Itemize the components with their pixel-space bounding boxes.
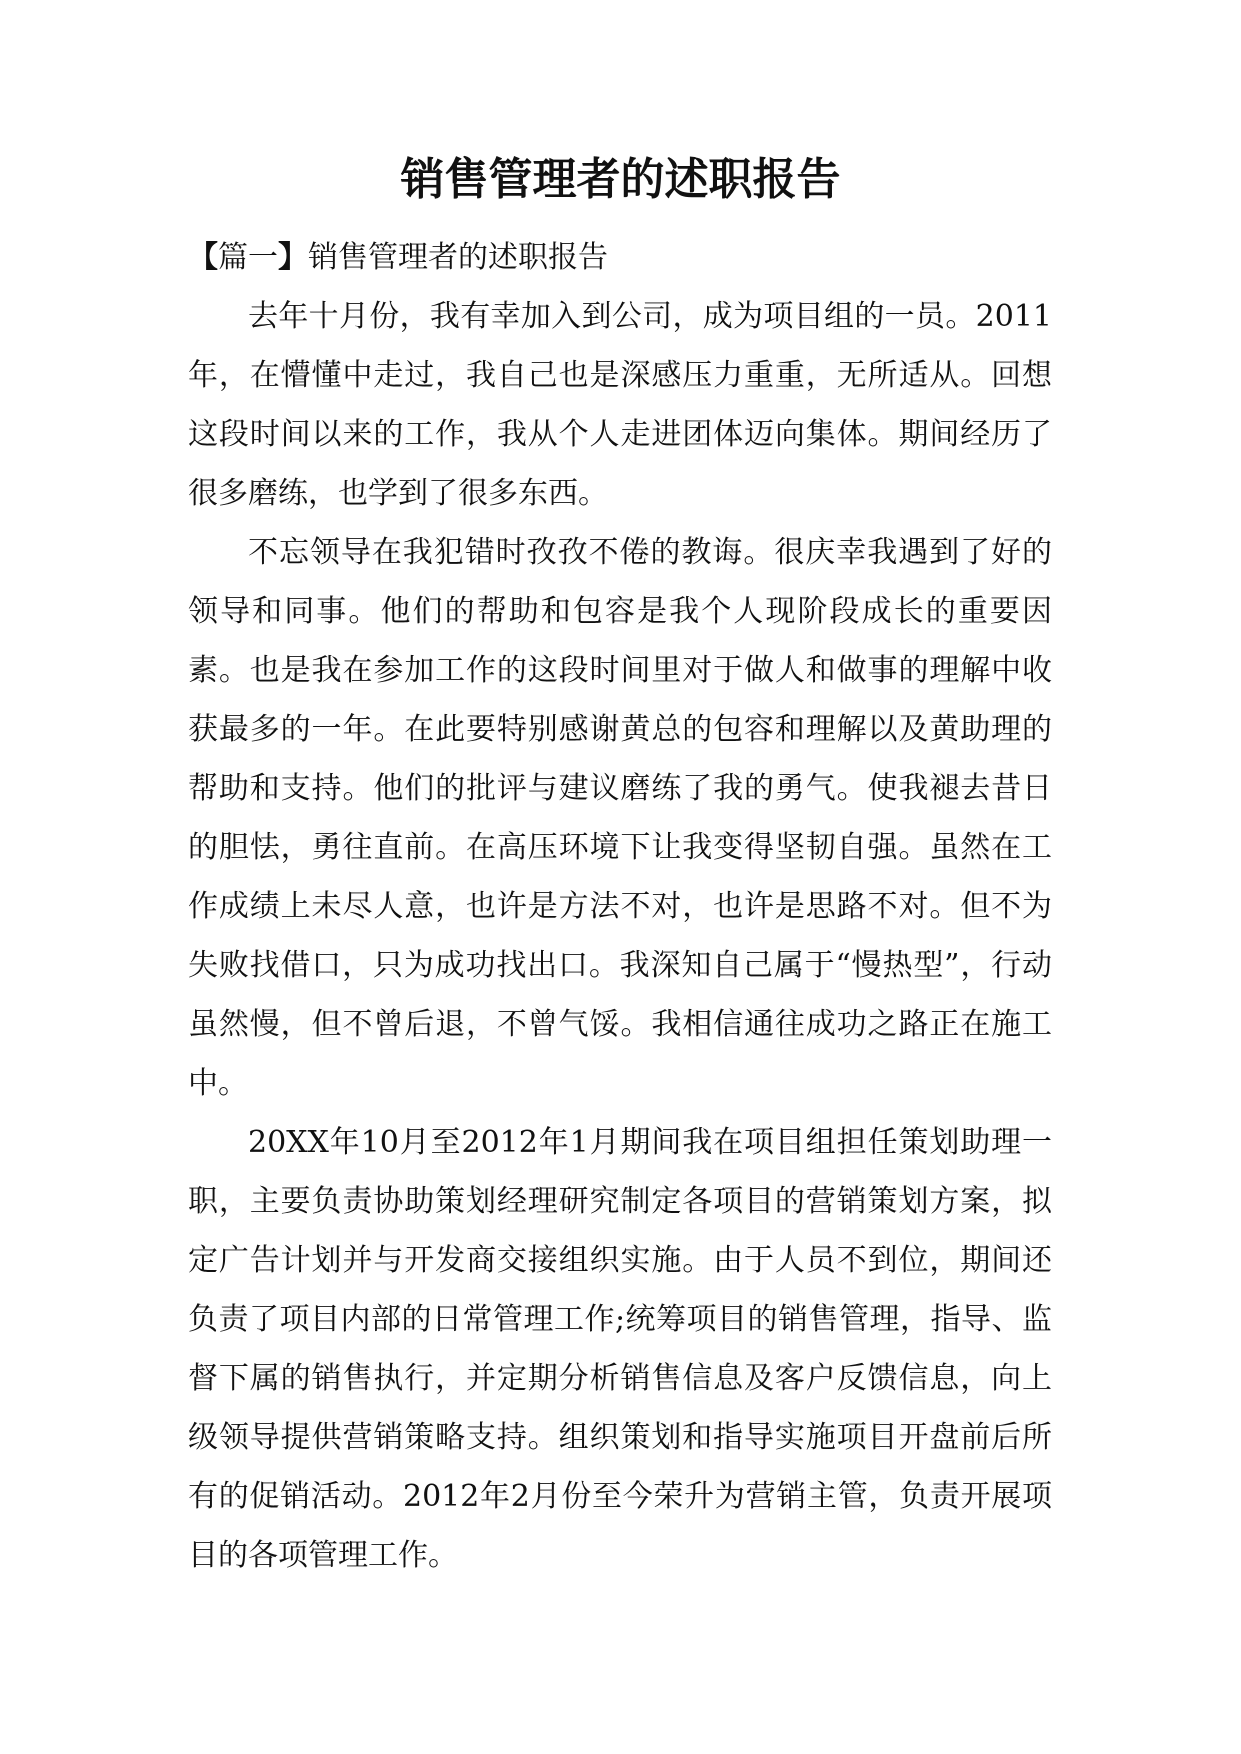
paragraph: 20XX年10月至2012年1月期间我在项目组担任策划助理一职，主要负责协助策划经理研究制定各项目的营销策划方案，拟定广告计划并与开发商交接组织实施。由于人员不到位，期间还负责了项目内部的日常管理工作;统筹项目的销售管理，指导、监督下属的销售执行，并定期分析销售信息及客户反馈信息，向上级领导提供营销策略支持。组织策划和指导实施项目开盘前后所有的促销活动。2012年2月份至今荣升为营销主管，负责开展项目的各项管理工作。 — [188, 1125, 1052, 1573]
section-close-bracket: 】 — [278, 240, 308, 275]
document-title: 销售管理者的述职报告 — [400, 154, 841, 205]
paragraph: 去年十月份，我有幸加入到公司，成为项目组的一员。2011年，在懵懂中走过，我自己也是深感压力重重，无所适从。回想这段时间以来的工作，我从个人走进团体迈向集体。期间经历了很多磨练，也学到了很多东西。 — [188, 299, 1052, 511]
section-label: 篇一 — [218, 240, 278, 275]
section-heading — [188, 228, 1052, 287]
document-body — [188, 228, 1052, 1585]
section-open-bracket: 【 — [188, 240, 218, 275]
paragraph: 不忘领导在我犯错时孜孜不倦的教诲。很庆幸我遇到了好的领导和同事。他们的帮助和包容是我个人现阶段成长的重要因素。也是我在参加工作的这段时间里对于做人和做事的理解中收获最多的一年。在此要特别感谢黄总的包容和理解以及黄助理的帮助和支持。他们的批评与建议磨练了我的勇气。使我褪去昔日的胆怯，勇往直前。在高压环境下让我变得坚韧自强。虽然在工作成绩上未尽人意，也许是方法不对，也许是思路不对。但不为失败找借口，只为成功找出口。我深知自己属于“慢热型”，行动虽然慢，但不曾后退，不曾气馁。我相信通往成功之路正在施工中。 — [188, 535, 1052, 1101]
section-heading-text: 销售管理者的述职报告 — [308, 240, 608, 275]
